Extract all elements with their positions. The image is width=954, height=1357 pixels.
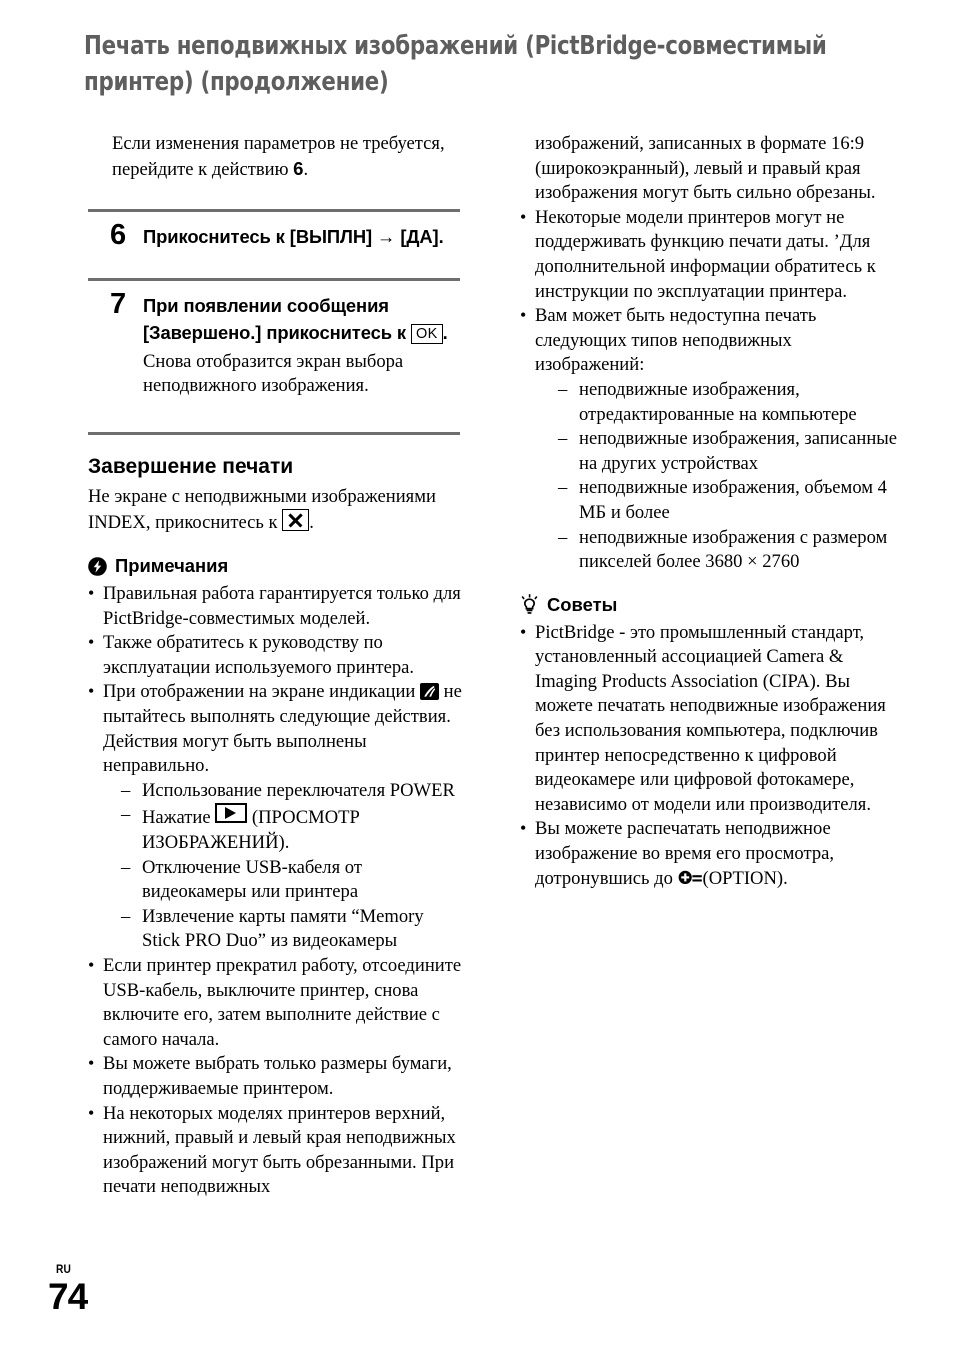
right-notes-sublist [544,378,902,575]
notes-list [103,582,462,779]
list-item: – неподвижные изображения с размером пикселей более 3680 × 2760 [558,526,902,575]
list-item: – неподвижные изображения, записанные на других устройствах [558,427,902,476]
list-item: – Извлечение карты памяти “Memory Stick PRO Duo” из видеокамеры [121,905,462,954]
intro-text-after: . [303,158,309,180]
locale-code: RU [56,1262,72,1276]
spacer [520,575,902,594]
step-7 [110,287,462,399]
list-item: • PictBridge - это промышленный стандарт, установленный ассоциацией Camera & Imaging Products Association (CIPA). Вы можете печатать неподвижные изображения без использования компьютера, подключив принтер непосредственно к цифровой видеокамере или цифровой фотокамере, независимо от модели или производителя. [520,621,902,818]
list-item: • Правильная работа гарантируется только для PictBridge-совместимых моделей. [88,582,462,631]
subitem2-part2: (ПРОСМОТР ИЗОБРАЖЕНИЙ). [142,807,360,853]
note-item3-part2: не пытайтесь выполнять следующие действия. Действия могут быть выполнены неправильно. [103,681,462,777]
step-7-title-part2: . [442,322,448,344]
page-number: 74 [48,1276,88,1317]
list-item: • Вы можете выбрать только размеры бумаги, поддерживаемые принтером. [88,1052,462,1101]
finish-body-part2: . [309,512,314,534]
intro-step-reference: 6 [293,157,304,179]
spacer [112,182,462,209]
finish-body-part1: Не экране с неподвижными изображениями INDEX, прикоснитесь к [88,485,436,534]
list-item [520,817,902,891]
option-icon[interactable] [678,870,703,887]
notes-sublist [112,779,462,954]
tips-heading-label: Советы [547,593,618,615]
note-flash-icon [88,557,107,576]
intro-text-before: Если изменения параметров не требуется, перейдите к действию [112,133,445,180]
list-item: • На некоторых моделях принтеров верхний, нижний, правый и левый края неподвижных изображений могут быть обрезанными. При печати неподвижных [88,1102,462,1200]
spacer [112,212,462,223]
step-6-title: Прикоснитесь к [ВЫПЛН] → [ДА]. [143,226,444,248]
step-7-number: 7 [110,287,127,320]
tips-list [535,621,902,892]
tips-callout-heading [520,594,902,616]
list-item: • Также обратитесь к руководству по эксплуатации используемого принтера. [88,631,462,680]
list-item: – Отключение USB-кабеля от видеокамеры или принтера [121,856,462,905]
right-notes-list [535,206,902,378]
page-title: Печать неподвижных изображений (PictBridge-совместимый принтер) (продолжение) [84,31,827,97]
list-item: – неподвижные изображения, объемом 4 МБ и более [558,476,902,525]
step-7-title-part1: При появлении сообщения [Завершено.] прикоснитесь к [143,294,412,344]
notes-heading-label: Примечания [115,555,229,577]
finish-section-heading: Завершение печати [88,454,294,478]
continuation-paragraph: изображений, записанных в формате 16:9 (широкоэкранный), левый и правый края изображения могут быть сильно обрезаны. [535,133,876,204]
intro-paragraph [112,132,462,182]
spacer [112,281,462,292]
hourglass-icon [420,683,439,700]
notes-list-continued [103,954,462,1200]
notes-callout-heading [88,555,462,577]
list-item: • Некоторые модели принтеров могут не поддерживать функцию печати даты. ’Для дополнительной информации обратитесь к инструкции по эксплуатации принтера. [520,206,902,304]
spacer [112,251,462,278]
finish-section-body [88,485,462,536]
list-item: • Вам может быть недоступна печать следующих типов неподвижных изображений: [520,304,902,378]
left-column [88,132,462,1200]
list-item: • Если принтер прекратил работу, отсоедините USB-кабель, выключите принтер, снова включите его, затем выполните действие с самого начала. [88,954,462,1052]
spacer [112,399,462,426]
spacer [112,435,462,454]
lightbulb-icon [520,594,539,615]
list-item [121,803,462,855]
ok-button-icon[interactable]: OK [411,324,443,344]
list-item: – неподвижные изображения, отредактированные на компьютере [558,378,902,427]
step-7-body: Снова отобразится экран выбора неподвижного изображения. [143,350,404,397]
tip-last-part2: (OPTION). [702,867,788,889]
step-6-number: 6 [110,219,127,252]
tip-last-part1: Вы можете распечатать неподвижное изображение во время его просмотра, дотронувшись до [535,818,835,889]
view-images-icon[interactable] [215,803,247,823]
list-item [88,680,462,778]
close-x-icon[interactable] [282,509,309,531]
right-column [520,132,902,891]
step-7-title [143,292,462,347]
subitem2-part1: Нажатие [142,807,216,829]
note-item3-part1: При отображении на экране индикации [103,681,421,703]
spacer [112,536,462,555]
step-6 [110,219,462,252]
list-item: – Использование переключателя POWER [121,779,462,804]
